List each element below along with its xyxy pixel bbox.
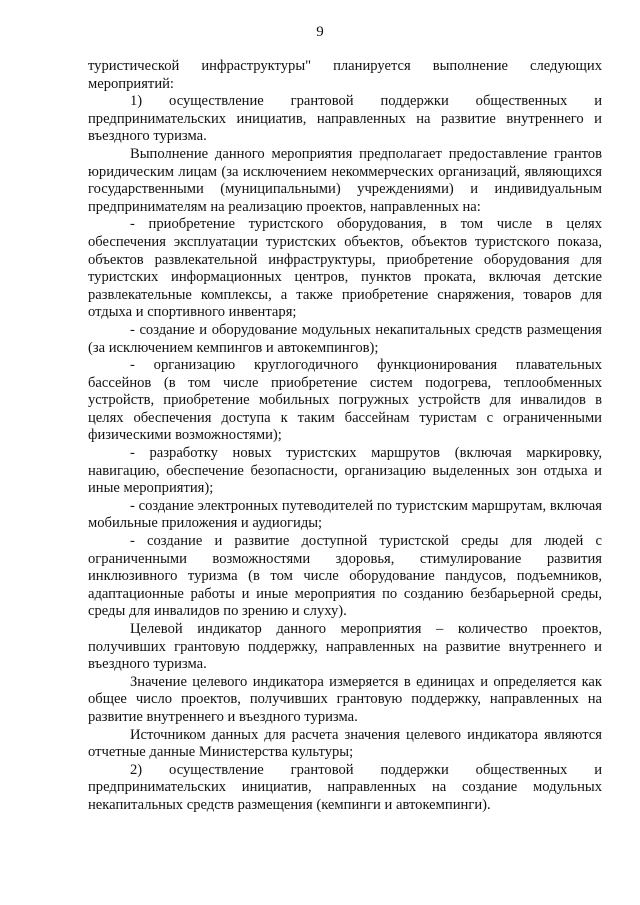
list-item-accessible-environment: - создание и развитие доступной туристской среды для людей с ограниченными возможностями здоровья, стимулирование развития инклюзивного туризма (в том числе оборудование пандусов, подъемников, адаптационные работы и иные мероприятия по созданию безбарьерной среды, среды для инвалидов по зрению и слуху). [88, 533, 602, 620]
paragraph-indicator-value: Значение целевого индикатора измеряется в единицах и определяется как общее число проектов, получивших грантовую поддержку, направленных на развитие внутреннего и въездного туризма. [88, 673, 602, 725]
paragraph-data-source: Источником данных для расчета значения целевого индикатора являются отчетные данные Министерства культуры; [88, 726, 602, 761]
paragraph-description: Выполнение данного мероприятия предполагает предоставление грантов юридическим лицам (за исключением некоммерческих организаций, являющихся государственными (муниципальными) учреждениями) и индивидуальным предпринимателям на реализацию проектов, направленных на: [88, 145, 602, 215]
paragraph-item-1: 1) осуществление грантовой поддержки общественных и предпринимательских инициатив, направленных на развитие внутреннего и въездного туризма. [88, 93, 602, 145]
list-item-pools: - организацию круглогодичного функционирования плавательных бассейнов (в том числе приобретение систем подогрева, теплообменных устройств, приобретение мобильных погружных устройств для инвалидов в целях обеспечения доступа к таким бассейнам туристам с ограниченными физическими возможностями); [88, 357, 602, 444]
document-body [88, 58, 602, 815]
list-item-routes: - разработку новых туристских маршрутов (включая маркировку, навигацию, обеспечение безопасности, организацию выделенных зон отдыха и иные мероприятия); [88, 445, 602, 497]
paragraph-target-indicator: Целевой индикатор данного мероприятия – количество проектов, получивших грантовую поддержку, направленных на развитие внутреннего и въездного туризма. [88, 621, 602, 673]
paragraph-item-2: 2) осуществление грантовой поддержки общественных и предпринимательских инициатив, направленных на создание модульных некапитальных средств размещения (кемпинги и автокемпинги). [88, 761, 602, 813]
list-item-modular-accommodation: - создание и оборудование модульных некапитальных средств размещения (за исключением кемпингов и автокемпингов); [88, 321, 602, 356]
list-item-equipment: - приобретение туристского оборудования, в том числе в целях обеспечения эксплуатации туристских объектов, объектов туристского показа, объектов развлекательной инфраструктуры, приобретение оборудования для туристских информационных центров, пунктов проката, включая детские развлекательные комплексы, а также приобретение снаряжения, товаров для отдыха и спортивного инвентаря; [88, 216, 602, 321]
page-number: 9 [316, 24, 324, 40]
paragraph-continuation: туристической инфраструктуры" планируется выполнение следующих мероприятий: [88, 58, 602, 92]
list-item-guides: - создание электронных путеводителей по туристским маршрутам, включая мобильные приложения и аудиогиды; [88, 497, 602, 532]
